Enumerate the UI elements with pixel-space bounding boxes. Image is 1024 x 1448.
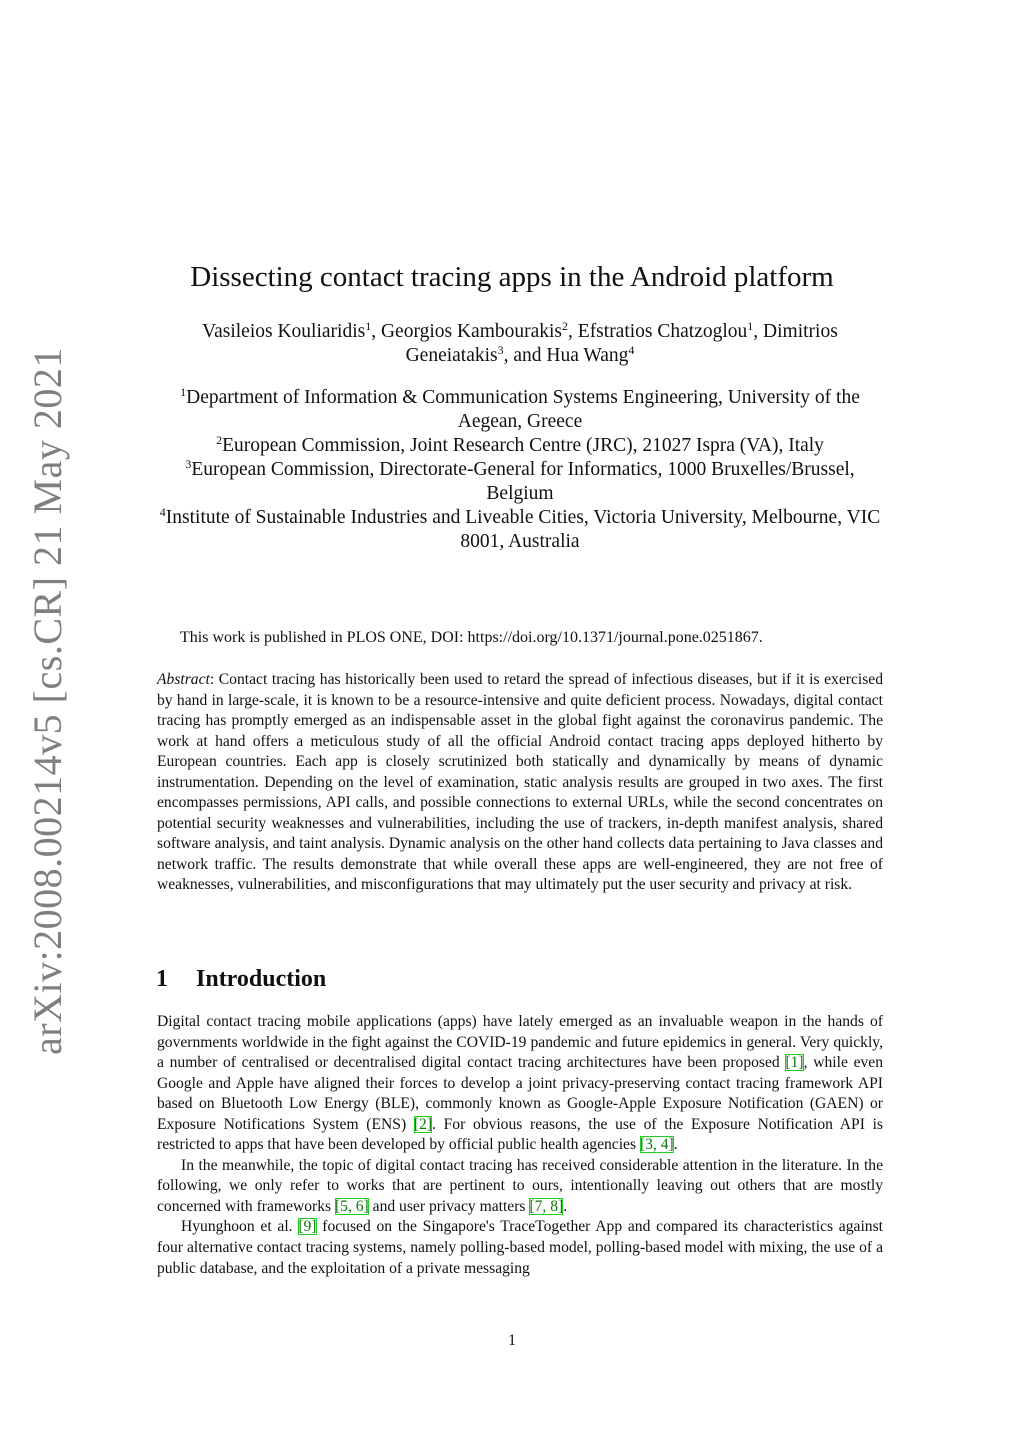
affiliation-text: Department of Information & Communication Systems Engineering, University of the Aegean, Greece (186, 387, 860, 432)
section-heading (156, 966, 326, 993)
affiliation-number: 3 (185, 457, 192, 471)
page-number: 1 (508, 1332, 516, 1349)
affiliation-list (150, 386, 890, 554)
affiliation (150, 506, 890, 554)
author-affiliation-mark: 1 (365, 319, 372, 333)
body-text: . For obvious reasons, the use of the Exposure Notification API is restricted to apps that have been developed by official public health agencies (157, 1115, 883, 1154)
arxiv-identifier: arXiv:2008.00214v5 [cs.CR] 21 May 2021 (25, 347, 70, 1055)
affiliation-text: European Commission, Directorate-General for Informatics, 1000 Bruxelles/Brussel, Belgium (191, 459, 855, 504)
affiliation (150, 434, 890, 458)
citation-link[interactable]: [5, 6] (334, 1197, 369, 1215)
citation-link[interactable]: [9] (298, 1218, 317, 1236)
section-title: Introduction (196, 966, 327, 992)
abstract (157, 670, 883, 896)
body-paragraph (157, 1156, 883, 1218)
affiliation-text: Institute of Sustainable Industries and Liveable Cities, Victoria University, Melbourne, VIC 8001, Australia (165, 507, 881, 552)
body-text: , while even Google and Apple have aligned their forces to develop a joint privacy-preserving contact tracing framework API based on Bluetooth Low Energy (BLE), commonly known as Google-Apple Exposure Notification (GAEN) or Exposure Notifications System (ENS) (157, 1054, 884, 1133)
citation-link[interactable]: [1] (785, 1054, 804, 1072)
abstract-label: Abstract (157, 671, 210, 688)
affiliation-text: European Commission, Joint Research Centre (JRC), 21027 Ispra (VA), Italy (222, 435, 824, 456)
body-paragraph (157, 1012, 883, 1156)
citation-link[interactable]: [3, 4] (639, 1136, 674, 1154)
body-text: Hyunghoon et al. (181, 1218, 299, 1236)
body-text: Digital contact tracing mobile applications (apps) have lately emerged as an invaluable weapon in the hands of governments worldwide in the fight against the COVID-19 pandemic and future epidemics in general. Very quickly, a number of centralised or decentralised digital contact tracing architectures have been proposed (157, 1013, 883, 1072)
affiliation-number: 2 (216, 433, 223, 447)
author-name: Vasileios Kouliaridis (202, 321, 366, 342)
body-paragraph (157, 1217, 883, 1279)
introduction-body (157, 1012, 883, 1279)
citation-link[interactable]: [2] (413, 1115, 433, 1133)
affiliation-number: 4 (159, 505, 166, 519)
author-affiliation-mark: 4 (628, 343, 635, 357)
body-text: focused on the Singapore's TraceTogether App and compared its characteristics against four alternative contact tracing systems, namely polling-based model, polling-based model with mixing, the use of a public database, and the exploitation of a private messaging (157, 1218, 883, 1277)
section-number: 1 (156, 966, 168, 992)
body-text: . (563, 1197, 568, 1215)
citation-link[interactable]: [7, 8] (529, 1197, 564, 1215)
author-name: Dimitrios Geneiatakis (405, 321, 838, 366)
author-name: Hua Wang (546, 345, 629, 366)
abstract-text: : Contact tracing has historically been used to retard the spread of infectious diseases, but if it is exercised by hand in large-scale, it is known to be a resource-intensive and quite deficient process. Nowadays, digital contact tracing has promptly emerged as an indispensable asset in the global fight against the coronavirus pandemic. The work at hand offers a meticulous study of all the official Android contact tracing apps deployed hitherto by European countries. Each app is closely scrutinized both statically and dynamically by means of dynamic instrumentation. Depending on the level of examination, static analysis results are grouped in two axes. The first encompasses permissions, API calls, and possible connections to external URLs, while the second concentrates on potential security weaknesses and vulnerabilities, including the use of trackers, in-depth manifest analysis, shared software analysis, and taint analysis. Dynamic analysis on the other hand collects data pertaining to Java classes and network traffic. The results demonstrate that while overall these apps are well-engineered, they are not free of weaknesses, vulnerabilities, and misconfigurations that may ultimately put the user security and privacy at risk. (157, 671, 883, 894)
paper-title: Dissecting contact tracing apps in the Android platform (190, 261, 834, 293)
author-affiliation-mark: 3 (497, 343, 504, 357)
author-affiliation-mark: 2 (562, 319, 569, 333)
author-affiliation-mark: 1 (747, 319, 754, 333)
body-text: In the meanwhile, the topic of digital contact tracing has received considerable attention in the literature. In the following, we only refer to works that are pertinent to ours, intentionally leaving out others that are mostly concerned with frameworks (157, 1156, 883, 1215)
author-name: Georgios Kambourakis (380, 321, 563, 342)
author-name: Efstratios Chatzoglou (577, 321, 748, 342)
affiliation-number: 1 (180, 385, 187, 399)
body-text: and user privacy matters (368, 1197, 530, 1215)
affiliation (150, 458, 890, 506)
publication-note: This work is published in PLOS ONE, DOI: https://doi.org/10.1371/journal.pone.0251867. (180, 629, 763, 646)
author-list: Vasileios Kouliaridis$^1$, Georgios Kambourakis$^2$, Efstratios Chatzoglou$^1$, Dimitrios Geneiatakis$^3$, and Hua Wang$^4$ (202, 319, 838, 366)
body-text: . (673, 1136, 678, 1154)
affiliation (150, 386, 890, 434)
